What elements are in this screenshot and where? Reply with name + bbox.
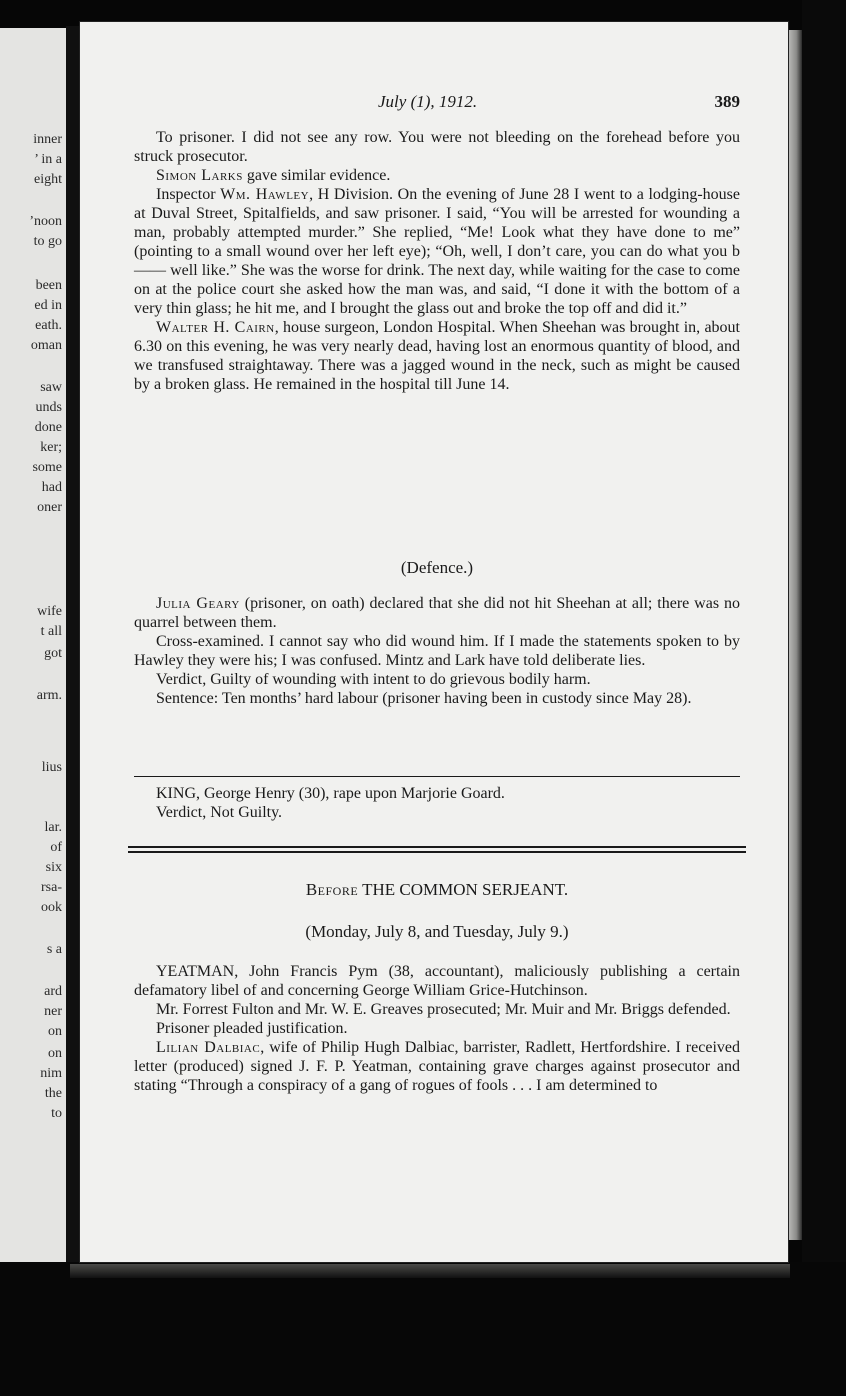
defence-heading: (Defence.) — [400, 558, 474, 577]
facing-page-fragment: eath. — [35, 318, 62, 333]
facing-page-fragment: done — [34, 420, 62, 435]
facing-page-fragment: of — [50, 840, 62, 855]
paragraph — [134, 1038, 740, 1095]
facing-page-fragment: ed in — [34, 298, 62, 313]
sentence: Sentence: Ten months’ hard labour (prisoner having been in custody since May 28). — [156, 690, 692, 707]
facing-page-fragment: the — [44, 1086, 62, 1101]
bottom-margin-dark — [0, 1262, 846, 1396]
facing-page-fragment: ook — [41, 900, 62, 915]
verdict: Verdict, Not Guilty. — [156, 804, 283, 821]
facing-page-fragment: arm. — [36, 688, 62, 703]
witness-name: Lilian Dalbiac — [156, 1039, 261, 1056]
defence-section — [134, 594, 740, 708]
court-heading-title: THE COMMON SERJEANT. — [358, 880, 569, 899]
witness-name: Simon Larks — [156, 167, 243, 184]
facing-page-fragment: lar. — [44, 820, 62, 835]
yeatman-case-section — [134, 962, 740, 1095]
paragraph-text: , wife of Philip Hugh Dalbiac, barrister, Radlett, Hertfordshire. I received letter (produced) signed J. F. P. Yeatman, containing grave charges against prosecutor and stating “Through a conspiracy of a gang of rogues of fools . . . I am determined to — [134, 1039, 740, 1094]
paragraph-text: , house surgeon, London Hospital. When Sheehan was brought in, about 6.30 on this evening, he was very nearly dead, having lost an enormous quantity of blood, and we transfused straightaway. There was a jagged wound in the neck, such as might be caused by a broken glass. He remained in the hospital till June 14. — [134, 319, 740, 393]
testimony-section — [134, 128, 740, 394]
facing-page-fragment: six — [45, 860, 62, 875]
right-margin-dark — [802, 0, 846, 1396]
paragraph-text: Inspector — [156, 186, 221, 203]
facing-page-fragment: oner — [37, 500, 62, 515]
case-section — [134, 784, 740, 822]
case-title: YEATMAN, John Francis Pym (38, accountant), maliciously publishing a certain defamatory libel of and concerning George William Grice-Hutchinson. — [134, 963, 740, 999]
paragraph — [134, 594, 740, 632]
facing-page-fragment: rsa- — [41, 880, 62, 895]
paragraph: Prisoner pleaded justification. — [156, 1020, 348, 1037]
facing-page-fragment: ard — [44, 984, 62, 999]
facing-page-fragment: been — [35, 278, 62, 293]
facing-page-fragment: s a — [46, 942, 62, 957]
document-page — [80, 22, 788, 1262]
facing-page-fragment: oman — [30, 338, 62, 353]
witness-name: Julia Geary — [156, 595, 240, 612]
paragraph: Mr. Forrest Fulton and Mr. W. E. Greaves prosecuted; Mr. Muir and Mr. Briggs defended. — [156, 1001, 731, 1018]
case-title: KING, George Henry (30), rape upon Marjorie Goard. — [156, 785, 505, 802]
facing-page-fragment: on — [48, 1046, 62, 1061]
paragraph-text: gave similar evidence. — [242, 167, 391, 184]
page-number: 389 — [714, 92, 740, 111]
witness-name: Wm. Hawley — [220, 186, 310, 203]
facing-page-fragment: ker; — [40, 440, 62, 455]
facing-page-fragment: got — [44, 646, 62, 661]
paragraph — [134, 166, 740, 185]
running-title: July (1), 1912. — [378, 92, 478, 111]
court-heading — [134, 880, 740, 899]
facing-page-fragment: ner — [44, 1004, 62, 1019]
facing-page-fragment: ’ in a — [34, 152, 62, 167]
verdict: Verdict, Guilty of wounding with intent to do grievous bodily harm. — [156, 671, 591, 688]
court-heading-before: Before — [305, 880, 359, 899]
paragraph-text: , H Division. On the evening of June 28 I went to a lodging-house at Duval Street, Spitalfields, and saw prisoner. I said, “You will be arrested for wounding a man, probably attempted murder.” She replied, “Me! Look what they have done to me” (pointing to a small wound over her left eye); “Oh, well, I don’t care, you can do what you b—— well like.” She was the worse for drink. The next day, while waiting for the case to come on at the police court she asked how the man was, and said, “I done it with the bottom of a very thin glass; he hit me, and I brought the glass out and broke the top off and did it.” — [134, 186, 740, 317]
facing-page-fragment: eight — [34, 172, 62, 187]
facing-page-fragment: t all — [40, 624, 62, 639]
facing-page-fragment: had — [41, 480, 62, 495]
facing-page-fragment: to — [51, 1106, 62, 1121]
facing-page-fragment: on — [48, 1024, 62, 1039]
paragraph-text: (prisoner, on oath) declared that she did not hit Sheehan at all; there was no quarrel between them. — [134, 595, 740, 631]
facing-page-fragment: wife — [37, 604, 62, 619]
paragraph: Cross-examined. I cannot say who did wound him. If I made the statements spoken to by Hawley they were his; I was confused. Mintz and Lark have told deliberate lies. — [134, 633, 740, 669]
facing-page-fragment: ’noon — [29, 214, 62, 229]
section-divider — [134, 776, 740, 777]
page-edge-shadow — [788, 30, 802, 1240]
facing-page-fragment: saw — [40, 380, 62, 395]
facing-page-fragment: inner — [33, 132, 62, 147]
paragraph — [134, 185, 740, 318]
double-divider — [128, 846, 746, 853]
date-heading: (Monday, July 8, and Tuesday, July 9.) — [305, 922, 569, 941]
paragraph — [134, 318, 740, 394]
facing-page-fragment: lius — [41, 760, 62, 775]
witness-name: Walter H. Cairn — [156, 319, 275, 336]
bottom-page-edge — [70, 1264, 790, 1278]
facing-page-edge — [0, 28, 68, 1268]
facing-page-fragment: unds — [35, 400, 62, 415]
paragraph: To prisoner. I did not see any row. You were not bleeding on the forehead before you struck prosecutor. — [134, 129, 740, 165]
facing-page-fragment: to go — [33, 234, 62, 249]
running-header — [134, 92, 740, 114]
facing-page-fragment: some — [32, 460, 62, 475]
facing-page-fragment: nim — [40, 1066, 62, 1081]
